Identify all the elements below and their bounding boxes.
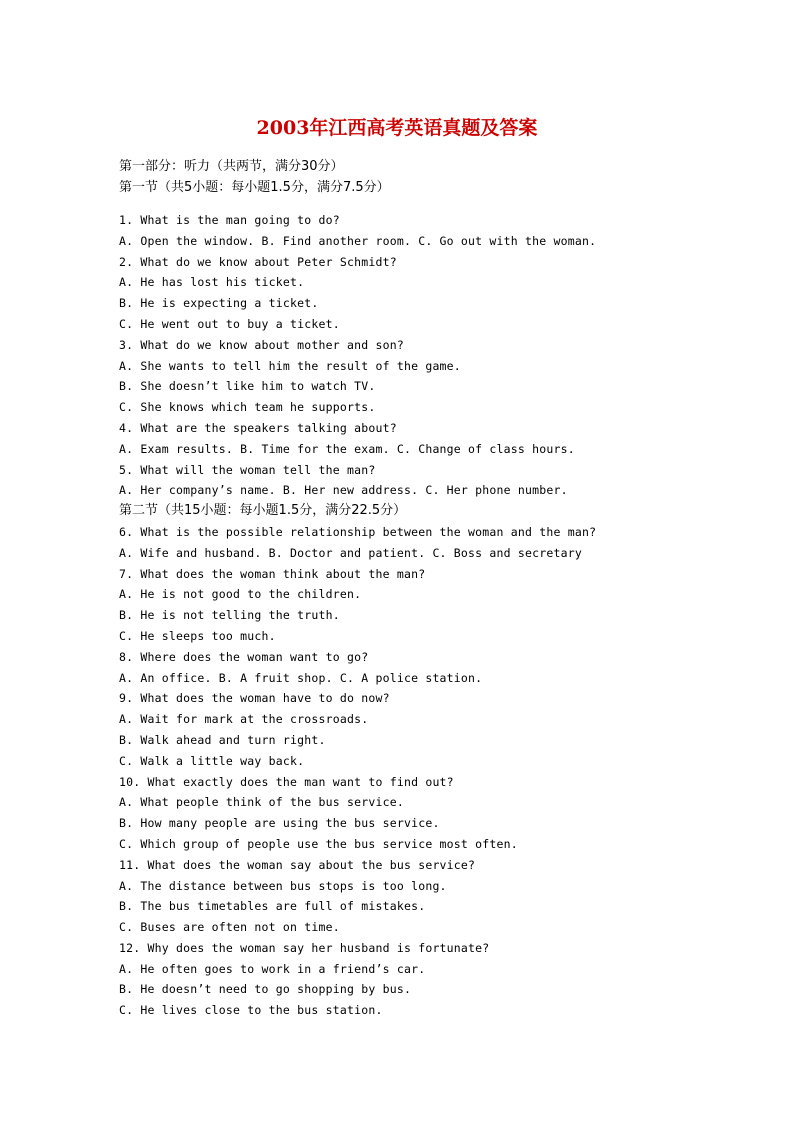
- options-line: A. Wife and husband. B. Doctor and patient. C. Boss and secretary: [119, 545, 583, 560]
- question-line: 1. What is the man going to do?: [119, 213, 340, 227]
- option-line: A. Wait for mark at the crossroads.: [119, 712, 369, 727]
- option-line: C. He lives close to the bus station.: [119, 1003, 383, 1018]
- option-line: B. The bus timetables are full of mistakes.: [119, 899, 426, 914]
- question-line: 8. Where does the woman want to go?: [119, 649, 369, 664]
- question-line: 2. What do we know about Peter Schmidt?: [119, 254, 397, 269]
- option-line: C. He sleeps too much.: [119, 628, 276, 643]
- options-line: A. An office. B. A fruit shop. C. A police station.: [119, 670, 483, 685]
- option-line: A. He often goes to work in a friend’s car.: [119, 961, 426, 976]
- option-line: B. He is expecting a ticket.: [119, 296, 319, 311]
- option-line: B. He doesn’t need to go shopping by bus.: [119, 982, 412, 997]
- section-heading: 第一节（共5小题：每小题1.5分，满分7.5分）: [119, 180, 390, 195]
- question-line: 7. What does the woman think about the man?: [119, 566, 426, 581]
- option-line: A. She wants to tell him the result of the game.: [119, 358, 461, 373]
- question-line: 9. What does the woman have to do now?: [119, 691, 390, 706]
- option-line: C. She knows which team he supports.: [119, 400, 376, 415]
- section-heading: 第二节（共15小题：每小题1.5分，满分22.5分）: [119, 503, 407, 519]
- option-line: C. He went out to buy a ticket.: [119, 316, 340, 331]
- option-line: A. He has lost his ticket.: [119, 275, 305, 290]
- question-line: 10. What exactly does the man want to find out?: [119, 774, 454, 789]
- question-line: 12. Why does the woman say her husband is fortunate?: [119, 940, 490, 955]
- option-line: C. Buses are often not on time.: [119, 920, 340, 935]
- question-line: 3. What do we know about mother and son?: [119, 337, 404, 352]
- question-line: 11. What does the woman say about the bus service?: [119, 857, 476, 872]
- part-heading: 第一部分：听力（共两节，满分30分）: [119, 159, 344, 174]
- options-line: A. Exam results. B. Time for the exam. C. Change of class hours.: [119, 441, 575, 456]
- section-header: [119, 156, 679, 198]
- option-line: C. Walk a little way back.: [119, 753, 305, 768]
- question-line: 6. What is the possible relationship between the woman and the man?: [119, 524, 597, 539]
- option-line: A. What people think of the bus service.: [119, 795, 404, 810]
- option-line: A. He is not good to the children.: [119, 587, 362, 602]
- page-title: 2003年江西高考英语真题及答案: [256, 117, 538, 139]
- option-line: A. The distance between bus stops is too long.: [119, 878, 447, 893]
- options-line: A. Open the window. B. Find another room. C. Go out with the woman.: [119, 233, 597, 248]
- option-line: B. How many people are using the bus service.: [119, 816, 440, 831]
- question-line: 5. What will the woman tell the man?: [119, 462, 376, 477]
- option-line: B. Walk ahead and turn right.: [119, 732, 326, 747]
- option-line: B. She doesn’t like him to watch TV.: [119, 379, 376, 394]
- options-line: A. Her company’s name. B. Her new address. C. Her phone number.: [119, 483, 568, 498]
- question-line: 4. What are the speakers talking about?: [119, 420, 397, 435]
- option-line: C. Which group of people use the bus service most often.: [119, 836, 518, 851]
- option-line: B. He is not telling the truth.: [119, 608, 340, 623]
- question-list: [119, 210, 679, 1021]
